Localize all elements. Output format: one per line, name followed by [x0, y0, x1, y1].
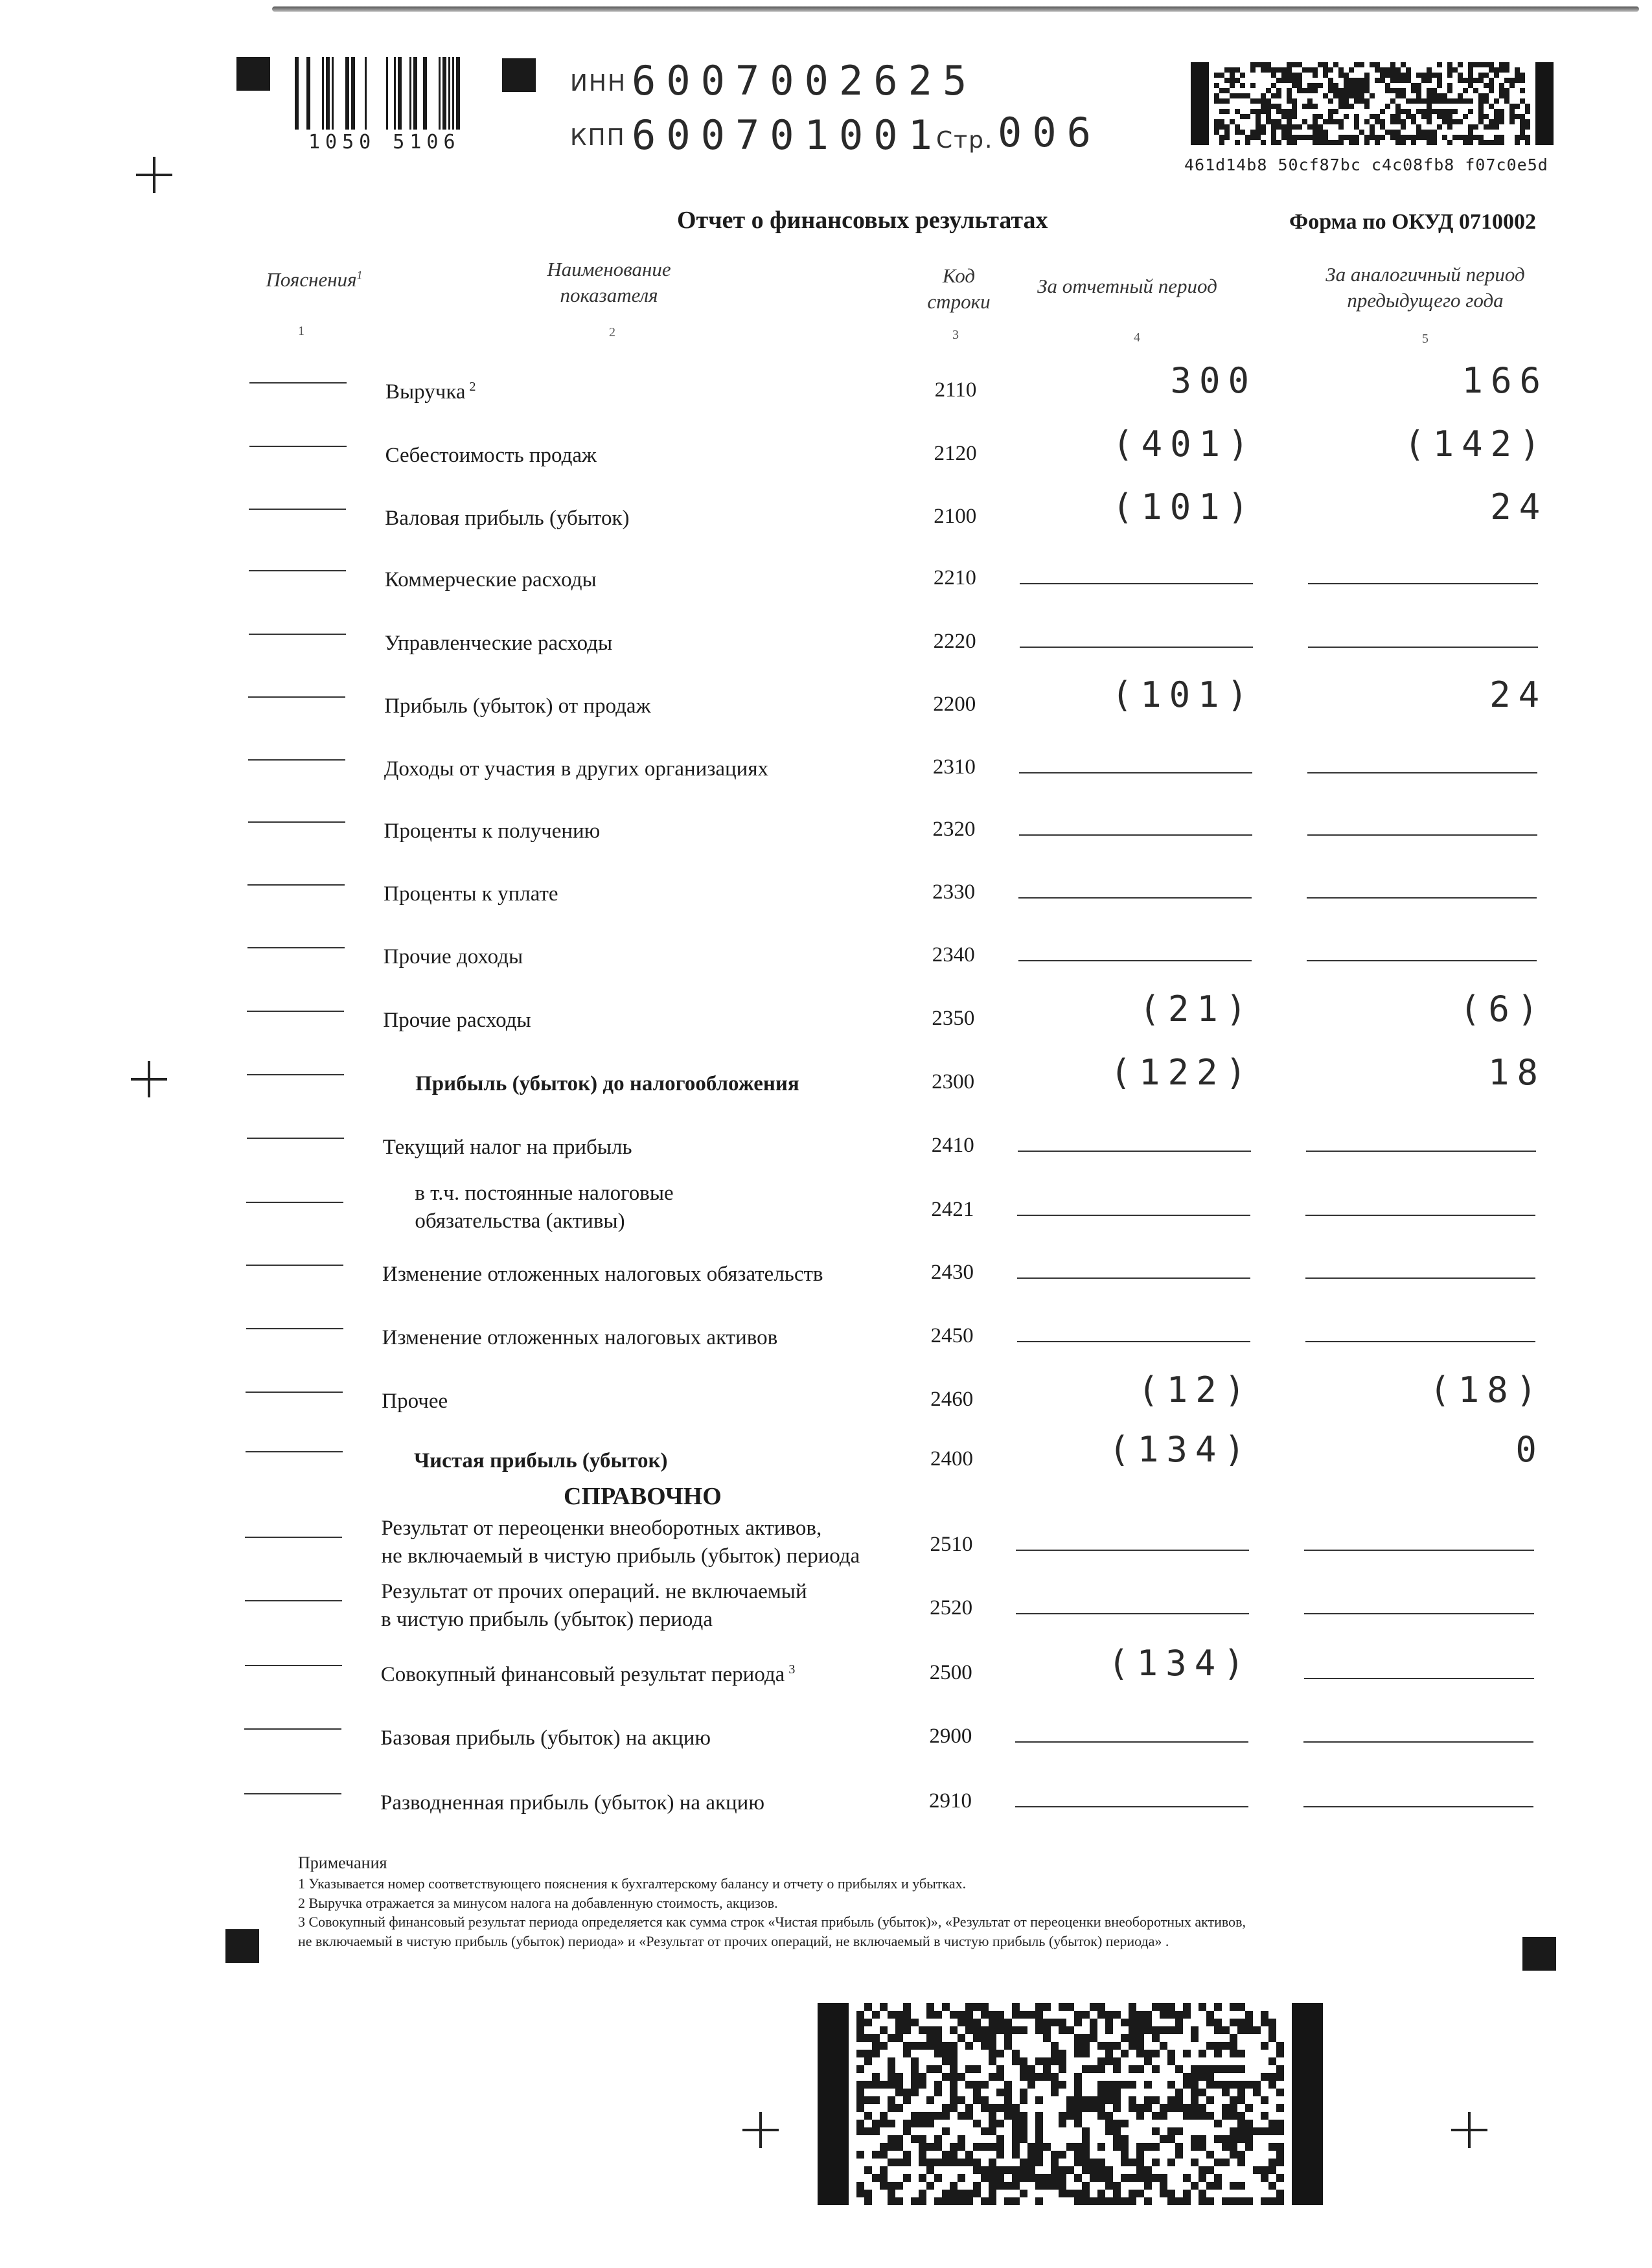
- value-current: 300: [1170, 360, 1257, 401]
- value-current: (21): [1139, 989, 1255, 1029]
- empty-value-line: [1018, 960, 1252, 961]
- notes-dash: [247, 1138, 344, 1139]
- notes-dash: [247, 947, 345, 948]
- row-label: Разводненная прибыль (убыток) на акцию: [380, 1791, 764, 1815]
- empty-value-line: [1305, 1277, 1535, 1279]
- row-label: Базовая прибыль (убыток) на акцию: [380, 1726, 711, 1750]
- marker-square: [236, 57, 270, 91]
- reference-heading: СПРАВОЧНО: [564, 1483, 722, 1510]
- empty-value-line: [1015, 1741, 1248, 1743]
- row-code: 2110: [934, 378, 977, 402]
- empty-value-line: [1017, 1341, 1250, 1342]
- row-code: 2421: [931, 1198, 974, 1221]
- 2d-barcode: [1191, 62, 1554, 145]
- form-okud: Форма по ОКУД 0710002: [1289, 210, 1536, 234]
- footnote-3-cont: не включаемый в чистую прибыль (убыток) периода» и «Результат от прочих операций, не включаемый в чистую прибыль (убыток) периода» .: [298, 1933, 1169, 1950]
- row-label: Прибыль (убыток) до налогообложения: [415, 1072, 799, 1095]
- inn-label: ИНН: [570, 70, 627, 97]
- page-label: Стр.: [936, 127, 994, 154]
- col-prev-header: За аналогичный период предыдущего года: [1325, 263, 1525, 312]
- registration-cross-icon: [136, 157, 172, 193]
- empty-value-line: [1017, 1215, 1250, 1216]
- inn-value: 6007002625: [632, 57, 978, 104]
- col-number: 5: [1422, 332, 1428, 346]
- footnotes: [298, 1851, 1246, 1951]
- barcode-number: 1050 5106: [308, 131, 461, 154]
- row-label: Доходы от участия в других организациях: [384, 757, 769, 781]
- row-label: Прочее: [382, 1390, 448, 1413]
- row-label: Прочие расходы: [383, 1009, 531, 1032]
- col-current-header: За отчетный период: [1037, 275, 1217, 297]
- row-label: Коммерческие расходы: [384, 568, 597, 591]
- row-label: в т.ч. постоянные налоговые обязательства (активы): [415, 1182, 674, 1233]
- row-label: Проценты к уплате: [384, 882, 558, 906]
- row-code: 2300: [932, 1070, 975, 1094]
- page-number: 006: [998, 109, 1101, 156]
- row-code: 2100: [934, 505, 977, 528]
- value-current: (401): [1112, 424, 1257, 464]
- row-code: 2510: [930, 1533, 973, 1556]
- value-current: (12): [1138, 1369, 1254, 1410]
- empty-value-line: [1019, 834, 1252, 836]
- row-code: 2900: [929, 1724, 972, 1748]
- value-current: (101): [1112, 487, 1257, 527]
- value-previous: 18: [1488, 1052, 1546, 1093]
- notes-dash: [247, 1011, 344, 1012]
- row-code: 2320: [932, 818, 976, 841]
- empty-value-line: [1016, 1613, 1249, 1614]
- row-code: 2450: [930, 1324, 974, 1347]
- empty-value-line: [1308, 647, 1538, 648]
- empty-value-line: [1307, 834, 1537, 836]
- notes-dash: [244, 1728, 341, 1730]
- col-code-header: Код строки: [927, 264, 991, 314]
- empty-value-line: [1020, 583, 1253, 584]
- value-previous: 24: [1490, 487, 1548, 527]
- value-previous: 166: [1462, 360, 1548, 401]
- kpp-label: КПП: [570, 124, 626, 151]
- notes-dash: [249, 634, 346, 635]
- kpp-value: 600701001: [632, 111, 943, 159]
- value-previous: (18): [1429, 1369, 1545, 1410]
- row-label: Совокупный финансовый результат периода $^3$: [380, 1662, 796, 1686]
- row-code: 2500: [929, 1661, 972, 1684]
- row-code: 2330: [932, 880, 976, 904]
- linear-barcode: [295, 57, 470, 130]
- empty-value-line: [1304, 1613, 1534, 1614]
- empty-value-line: [1306, 1151, 1536, 1152]
- empty-value-line: [1018, 897, 1252, 899]
- empty-value-line: [1307, 772, 1537, 773]
- registration-cross-icon: [742, 2112, 779, 2148]
- row-code: 2310: [932, 755, 976, 779]
- row-label: Выручка $^2$: [385, 380, 476, 404]
- row-code: 2410: [931, 1134, 974, 1157]
- footnote-1: 1 Указывается номер соответствующего пояснения к бухгалтерскому балансу и отчету о прибылях и убытках.: [298, 1875, 967, 1892]
- empty-value-line: [1307, 897, 1537, 899]
- marker-square: [502, 58, 536, 92]
- empty-value-line: [1018, 1151, 1251, 1152]
- row-label: Чистая прибыль (убыток): [413, 1449, 668, 1472]
- row-code: 2350: [932, 1007, 975, 1030]
- row-code: 2910: [929, 1789, 972, 1813]
- value-current: (122): [1110, 1052, 1255, 1093]
- scan-edge: [272, 6, 1639, 12]
- notes-dash: [245, 1537, 342, 1538]
- row-code: 2220: [933, 630, 976, 653]
- empty-value-line: [1305, 1341, 1535, 1342]
- row-label: Текущий налог на прибыль: [382, 1136, 632, 1159]
- row-code: 2120: [934, 442, 977, 465]
- row-label: Изменение отложенных налоговых обязательств: [382, 1263, 823, 1286]
- empty-value-line: [1308, 583, 1538, 584]
- marker-square: [225, 1929, 259, 1963]
- notes-dash: [246, 1328, 343, 1329]
- value-current: (134): [1108, 1643, 1252, 1684]
- row-label: Проценты к получению: [384, 819, 601, 843]
- col-number: 4: [1134, 330, 1140, 345]
- empty-value-line: [1305, 1215, 1535, 1216]
- row-code: 2460: [930, 1388, 974, 1411]
- col-number: 3: [952, 328, 959, 342]
- footnote-3: 3 Совокупный финансовый результат периода определяется как сумма строк «Чистая прибыль (убыток)», «Результат от переоценки внеоборотных активов,: [298, 1914, 1246, 1930]
- empty-value-line: [1016, 1550, 1249, 1551]
- row-label: Себестоимость продаж: [385, 444, 597, 467]
- row-label: Изменение отложенных налоговых активов: [382, 1326, 778, 1349]
- notes-dash: [249, 446, 347, 447]
- notes-dash: [246, 1202, 343, 1203]
- value-previous: (6): [1459, 989, 1546, 1029]
- marker-square: [1522, 1937, 1556, 1971]
- col-number: 2: [609, 325, 615, 339]
- notes-dash: [247, 884, 345, 886]
- empty-value-line: [1015, 1806, 1248, 1807]
- 2d-barcode-bottom: [818, 2003, 1323, 2205]
- col-name-header: Наименование показателя: [547, 258, 671, 307]
- registration-cross-icon: [1451, 2112, 1487, 2148]
- notes-dash: [245, 1665, 342, 1666]
- value-previous: 0: [1515, 1429, 1544, 1470]
- row-label: Валовая прибыль (убыток): [385, 507, 630, 530]
- value-previous: 24: [1489, 674, 1548, 715]
- row-code: 2520: [930, 1596, 973, 1620]
- registration-cross-icon: [131, 1061, 167, 1097]
- empty-value-line: [1304, 1678, 1534, 1679]
- row-code: 2210: [933, 566, 976, 590]
- notes-dash: [248, 821, 345, 823]
- notes-dash: [248, 696, 345, 698]
- notes-dash: [247, 1074, 344, 1075]
- value-current: (134): [1108, 1429, 1253, 1470]
- footnote-2: 2 Выручка отражается за минусом налога на добавленную стоимость, акцизов.: [298, 1894, 778, 1911]
- row-label: Прибыль (убыток) от продаж: [384, 694, 651, 718]
- col-notes-header: Пояснения$^1$: [266, 268, 363, 291]
- empty-value-line: [1020, 647, 1253, 648]
- notes-dash: [249, 570, 346, 571]
- notes-dash: [245, 1600, 342, 1601]
- notes-dash: [249, 509, 346, 510]
- value-previous: (142): [1404, 424, 1548, 464]
- report-title: Отчет о финансовых результатах: [677, 207, 1048, 234]
- row-code: 2340: [932, 943, 975, 967]
- footnotes-heading: Примечания: [298, 1853, 387, 1872]
- notes-dash: [246, 1392, 343, 1393]
- notes-dash: [244, 1793, 341, 1794]
- row-label: Прочие доходы: [383, 945, 523, 968]
- empty-value-line: [1019, 772, 1252, 773]
- notes-dash: [246, 1265, 343, 1266]
- empty-value-line: [1304, 1550, 1534, 1551]
- row-code: 2400: [930, 1447, 973, 1471]
- document-hash: 461d14b8 50cf87bc c4c08fb8 f07c0e5d: [1184, 155, 1548, 174]
- col-number: 1: [298, 324, 304, 338]
- row-code: 2430: [930, 1261, 974, 1284]
- row-label: Результат от прочих операций. не включаемый в чистую прибыль (убыток) периода: [381, 1580, 807, 1631]
- empty-value-line: [1017, 1277, 1250, 1279]
- empty-value-line: [1303, 1741, 1533, 1743]
- notes-dash: [248, 759, 345, 761]
- row-code: 2200: [933, 693, 976, 716]
- row-label: Результат от переоценки внеоборотных активов, не включаемый в чистую прибыль (убыток) периода: [381, 1517, 860, 1568]
- value-current: (101): [1111, 674, 1256, 715]
- empty-value-line: [1303, 1806, 1533, 1807]
- empty-value-line: [1307, 960, 1537, 961]
- row-label: Управленческие расходы: [384, 632, 613, 655]
- notes-dash: [246, 1451, 343, 1452]
- notes-dash: [249, 382, 347, 384]
